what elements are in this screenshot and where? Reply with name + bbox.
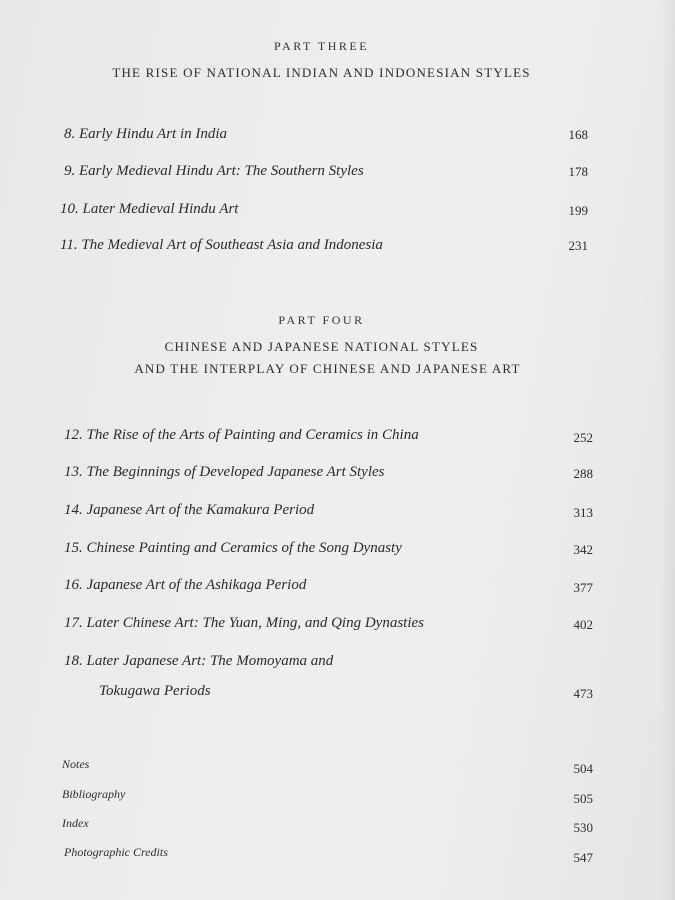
chapter-title: Chinese Painting and Ceramics of the Song Dynasty bbox=[86, 540, 402, 556]
back-matter-page-number: 530 bbox=[573, 820, 593, 835]
part-four-title-line1: CHINESE AND JAPANESE NATIONAL STYLES bbox=[164, 339, 479, 354]
chapter-title: The Medieval Art of Southeast Asia and Indonesia bbox=[81, 237, 383, 253]
chapter-title-continuation: Tokugawa Periods bbox=[99, 683, 211, 699]
toc-entry[interactable] bbox=[64, 163, 364, 180]
toc-entry[interactable] bbox=[64, 502, 314, 519]
chapter-title: Early Medieval Hindu Art: The Southern Styles bbox=[79, 163, 364, 179]
chapter-page-number: 402 bbox=[573, 617, 593, 632]
chapter-page-number: 313 bbox=[573, 505, 593, 520]
chapter-title: Later Medieval Hindu Art bbox=[82, 201, 239, 217]
chapter-number: 12. bbox=[64, 427, 83, 443]
toc-entry[interactable] bbox=[60, 237, 383, 254]
back-matter-index[interactable]: Index bbox=[62, 816, 89, 830]
chapter-title: Later Japanese Art: The Momoyama and bbox=[86, 653, 334, 669]
part-three-title: THE RISE OF NATIONAL INDIAN AND INDONESIAN STYLES bbox=[112, 65, 531, 80]
chapter-title: Later Chinese Art: The Yuan, Ming, and Qing Dynasties bbox=[86, 615, 425, 631]
page-edge-shadow bbox=[661, 0, 675, 900]
chapter-page-number: 342 bbox=[573, 542, 593, 557]
part-three-label: PART THREE bbox=[273, 39, 370, 53]
chapter-number: 14. bbox=[64, 502, 83, 518]
toc-entry[interactable] bbox=[64, 427, 419, 444]
chapter-page-number: 199 bbox=[568, 203, 588, 218]
chapter-number: 16. bbox=[64, 577, 83, 593]
toc-entry[interactable] bbox=[64, 653, 333, 670]
back-matter-page-number: 505 bbox=[573, 791, 593, 806]
part-four-label: PART FOUR bbox=[278, 313, 365, 327]
toc-entry[interactable] bbox=[64, 126, 227, 143]
chapter-number: 10. bbox=[60, 201, 79, 217]
toc-entry[interactable] bbox=[60, 201, 238, 218]
chapter-title: Early Hindu Art in India bbox=[79, 126, 228, 142]
part-four-title-line2: AND THE INTERPLAY OF CHINESE AND JAPANESE ART bbox=[134, 361, 521, 376]
back-matter-bibliography[interactable]: Bibliography bbox=[62, 787, 126, 801]
chapter-title: Japanese Art of the Kamakura Period bbox=[86, 502, 315, 518]
chapter-number: 11. bbox=[60, 237, 78, 253]
toc-entry[interactable] bbox=[64, 577, 306, 594]
chapter-page-number: 231 bbox=[568, 238, 588, 253]
chapter-title: Japanese Art of the Ashikaga Period bbox=[86, 577, 307, 593]
chapter-page-number: 377 bbox=[573, 580, 593, 595]
chapter-page-number: 178 bbox=[568, 164, 588, 179]
chapter-number: 15. bbox=[64, 540, 83, 556]
toc-entry[interactable] bbox=[64, 615, 424, 632]
chapter-number: 9. bbox=[64, 163, 76, 179]
chapter-title: The Beginnings of Developed Japanese Art Styles bbox=[86, 464, 385, 480]
chapter-number: 8. bbox=[64, 126, 76, 142]
chapter-number: 18. bbox=[64, 653, 83, 669]
chapter-page-number: 288 bbox=[573, 466, 593, 481]
toc-entry[interactable] bbox=[64, 464, 385, 481]
back-matter-page-number: 547 bbox=[573, 850, 593, 865]
back-matter-photographic-credits[interactable]: Photographic Credits bbox=[64, 845, 168, 859]
back-matter-page-number: 504 bbox=[573, 761, 593, 776]
chapter-page-number: 168 bbox=[568, 127, 588, 142]
back-matter-notes[interactable]: Notes bbox=[62, 757, 90, 771]
chapter-page-number: 252 bbox=[573, 430, 593, 445]
chapter-number: 17. bbox=[64, 615, 83, 631]
chapter-page-number: 473 bbox=[573, 686, 593, 701]
toc-entry[interactable] bbox=[64, 540, 402, 557]
chapter-title: The Rise of the Arts of Painting and Ceramics in China bbox=[86, 427, 419, 443]
chapter-number: 13. bbox=[64, 464, 83, 480]
